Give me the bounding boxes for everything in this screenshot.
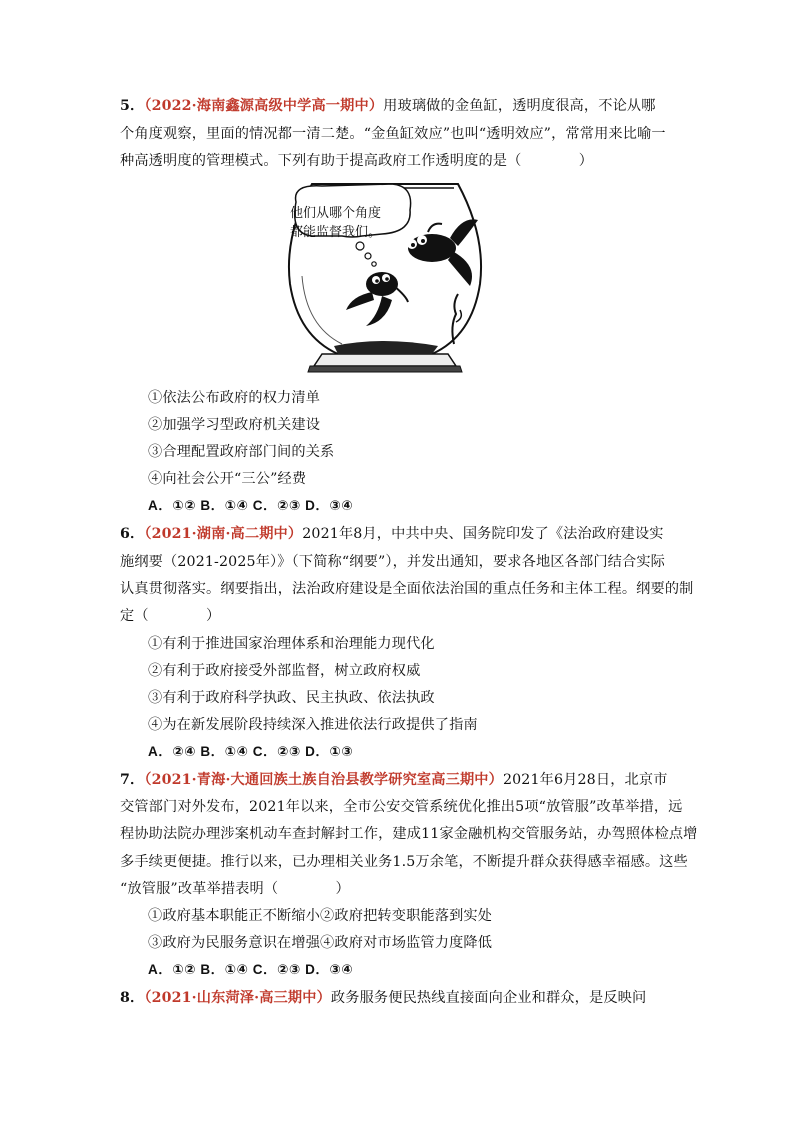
q6-statement-1: ①有利于推进国家治理体系和治理能力现代化 — [148, 636, 435, 652]
q5-statement-4: ④向社会公开“三公”经费 — [148, 471, 307, 487]
q8-stem-1: 政务服务便民热线直接面向企业和群众，是反映问 — [330, 990, 647, 1006]
q6-number: 6． — [120, 526, 145, 542]
q5-number: 5． — [120, 98, 145, 114]
q6-statement-2: ②有利于政府接受外部监督，树立政府权威 — [148, 663, 421, 679]
q7-statement-1: ①政府基本职能正不断缩小②政府把转变职能落到实处 — [148, 908, 493, 924]
q6-line-1 — [120, 524, 676, 544]
q5-statement-1: ①依法公布政府的权力清单 — [148, 390, 321, 406]
q7-stem-2: 交管部门对外发布，2021年以来，全市公安交管系统优化推出5项“放管服”改革举措，远 — [120, 799, 683, 815]
q5-statement-3: ③合理配置政府部门间的关系 — [148, 444, 335, 460]
q5-line-1 — [120, 96, 676, 116]
q7-stem-3: 程协助法院办理涉案机动车查封解封工作，建成11家金融机构交管服务站，办驾照体检点增 — [120, 826, 698, 842]
q5-options: A．①② B．①④ C．②③ D．③④ — [148, 498, 354, 513]
q7-source: （2021·青海·大通回族土族自治县教学研究室高三期中） — [144, 772, 503, 788]
q6-statement-3: ③有利于政府科学执政、民主执政、依法执政 — [148, 690, 435, 706]
q7-line-1 — [120, 770, 676, 790]
q5-statement-2: ②加强学习型政府机关建设 — [148, 417, 321, 433]
q7-statement-2: ③政府为民服务意识在增强④政府对市场监管力度降低 — [148, 935, 493, 951]
q6-stem-4: 定（ ） — [120, 608, 221, 624]
q6-source: （2021·湖南·高二期中） — [144, 526, 303, 542]
q5-stem-2: 个角度观察，里面的情况都一清二楚。“金鱼缸效应”也叫“透明效应”，常常用来比喻一 — [120, 126, 666, 142]
q8-line-1 — [120, 988, 676, 1008]
q8-source: （2021·山东菏泽·高三期中） — [144, 990, 331, 1006]
goldfish-icon — [407, 219, 478, 286]
q5-stem-1: 用玻璃做的金鱼缸，透明度很高，不论从哪 — [383, 98, 656, 114]
q6-statement-4: ④为在新发展阶段持续深入推进依法行政提供了指南 — [148, 717, 478, 733]
q5-stem-3: 种高透明度的管理模式。下列有助于提高政府工作透明度的是（ ） — [120, 153, 594, 169]
speech-line-1: 他们从哪个角度 — [290, 206, 382, 221]
q6-stem-1: 2021年8月，中共中央、国务院印发了《法治政府建设实 — [302, 526, 664, 542]
q7-stem-5: “放管服”改革举措表明（ ） — [120, 881, 350, 897]
q7-stem-4: 多手续更便捷。推行以来，已办理相关业务1.5万余笔，不断提升群众获得感幸福感。这些 — [120, 854, 688, 870]
fishbowl-speech — [290, 204, 400, 242]
q8-number: 8． — [120, 990, 145, 1006]
goldfish-icon — [346, 272, 408, 326]
q5-source: （2022·海南鑫源高级中学高一期中） — [144, 98, 384, 114]
q7-options: A．①② B．①④ C．②③ D．③④ — [148, 962, 354, 977]
q6-stem-3: 认真贯彻落实。纲要指出，法治政府建设是全面依法治国的重点任务和主体工程。纲要的制 — [120, 581, 694, 597]
q6-stem-2: 施纲要（2021-2025年）》（下简称“纲要”），并发出通知，要求各地区各部门结合实际 — [120, 554, 666, 570]
q6-options: A．②④ B．①④ C．②③ D．①③ — [148, 744, 354, 759]
speech-line-2: 都能监督我们。 — [290, 225, 382, 240]
q7-number: 7． — [120, 772, 145, 788]
q7-stem-1: 2021年6月28日，北京市 — [502, 772, 668, 788]
